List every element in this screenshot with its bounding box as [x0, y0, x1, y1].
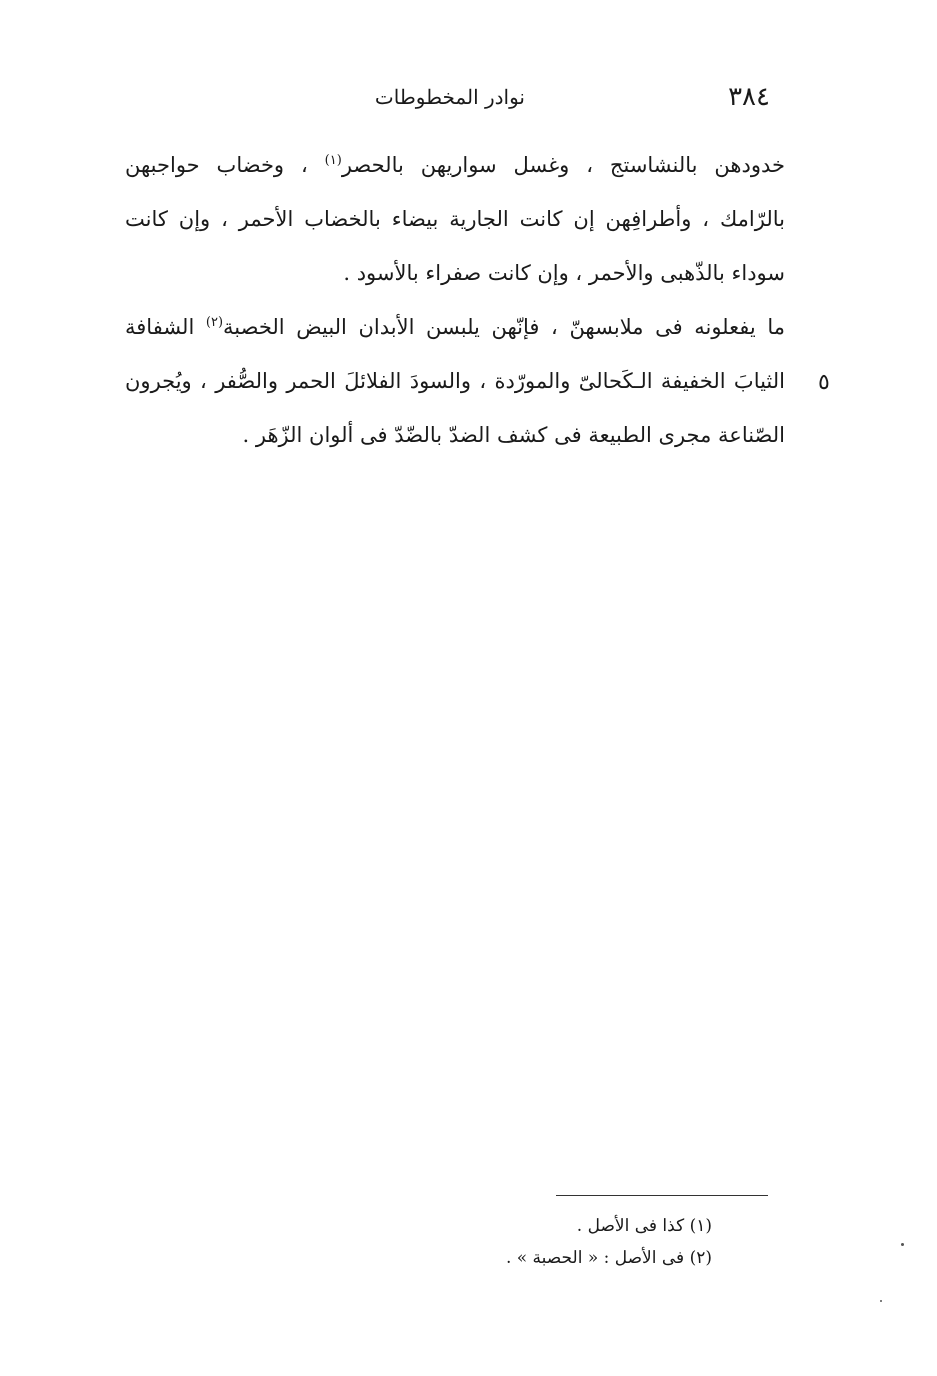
footnote: (٢) فى الأصل : « الحصبة » . [505, 1248, 712, 1268]
running-title: نوادر المخطوطات [374, 85, 525, 109]
text-line [125, 408, 785, 462]
text-line [125, 246, 785, 300]
line-text-continued: الشفافة [125, 315, 206, 339]
text-line [125, 354, 785, 408]
line-text: سوداء بالذّهبى والأحمر ، وإن كانت صفراء بالأسود . [343, 261, 785, 285]
main-text [125, 138, 785, 462]
text-line [125, 192, 785, 246]
footnote-reference: (١) [324, 153, 342, 168]
scan-speck [880, 1300, 882, 1302]
text-line [125, 138, 785, 192]
line-text: خدودهن بالنشاستج ، وغسل سواريهن بالحصر [341, 153, 785, 177]
line-text: الثيابَ الخفيفة الـكَحالىّ والمورّدة ، والسودَ الفلائلَ الحمر والصُّفر ، ويُجرون [125, 369, 785, 393]
footnote: (١) كذا فى الأصل . [576, 1216, 712, 1236]
line-text-continued: ، وخضاب حواجبهن [125, 153, 325, 177]
page-number: ٣٨٤ [728, 82, 770, 112]
footnote-divider [556, 1195, 768, 1196]
line-text: الصّناعة مجرى الطبيعة فى كشف الضدّ بالضّدّ فى ألوان الزّهَر . [242, 423, 785, 447]
page-header [300, 80, 770, 114]
line-number-marker: ٥ [818, 370, 830, 395]
footnotes [412, 1210, 712, 1274]
line-text: بالرّامك ، وأطرافِهن إن كانت الجارية بيضاء بالخضاب الأحمر ، وإن كانت [125, 207, 785, 231]
text-line [125, 300, 785, 354]
scan-speck [901, 1243, 904, 1246]
footnote-reference: (٢) [205, 315, 224, 330]
line-text: ما يفعلونه فى ملابسهنّ ، فإنّهن يلبسن الأبدان البيض الخصبة [223, 315, 785, 339]
